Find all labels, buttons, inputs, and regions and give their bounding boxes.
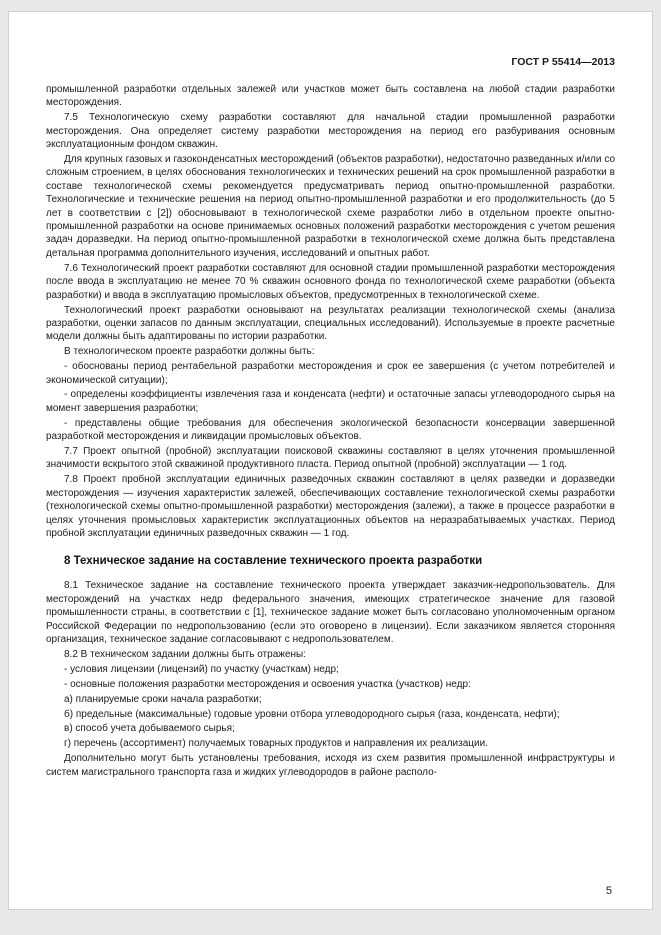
section-heading: 8 Техническое задание на составление технического проекта разработки — [64, 555, 483, 568]
paragraph: В технологическом проекте разработки должны быть: — [64, 346, 315, 358]
paragraph: - основные положения разработки месторождения и освоения участка (участков) недр: — [64, 678, 471, 690]
paragraph: Технологический проект разработки основывают на результатах реализации технологической схемы (анализа разработки, оценки запасов по данным эксплуатации, специальных исследований). Используемые в проекте расчетные модели должны быть адаптированы по истории разработки. — [46, 304, 615, 343]
paragraph: а) планируемые сроки начала разработки; — [64, 693, 262, 705]
paragraph: Дополнительно могут быть установлены требования, исходя из схем развития промышленной инфраструктуры и систем магистрального транспорта газа и жидких углеводородов в районе располо- — [46, 753, 615, 778]
doc-number: ГОСТ Р 55414—2013 — [511, 56, 615, 68]
paragraph: в) способ учета добываемого сырья; — [64, 723, 235, 735]
paragraph: промышленной разработки отдельных залежей или участков может быть составлена на любой стадии разработки месторождения. — [46, 84, 615, 109]
document-page — [8, 11, 653, 910]
paragraph: 8.1 Техническое задание на составление технического проекта утверждает заказчик-недропользователь. Для месторождений на участках недр федерального значения, имеющих стратегическое значение для газовой промышленности страны, в соответствии с [1], техническое задание может быть согласовано уполномоченным органом Российской Федерации по недропользованию (если это оговорено в лицензии). Если заказчиком является сторонняя организация, техническое задание согласовывают с недропользователем. — [46, 580, 615, 646]
paragraph: Для крупных газовых и газоконденсатных месторождений (объектов разработки), недостаточно разведанных и/или со сложным строением, в целях обоснования технологических и технических решений на срок промышленной разработки в составе технологической схемы рекомендуется предусматривать период опытно-промышленной разработки. Технологические и технические решения на период опытно-промышленной разработки и его продолжительность (до 5 лет в соответствии с [2]) обосновывают в технологической схеме разработки либо в отдельном проекте опытно-промышленной разработки на основе принимаемых основных положений разработки месторождения с учетом решения задач доразведки. На период опытно-промышленной разработки в технологической схеме должна быть представлена детальная программа дополнительного изучения, исследований и опытных работ. — [46, 154, 615, 259]
paragraph: - обоснованы период рентабельной разработки месторождения и срок ее завершения (с учетом потребителей и экономической ситуации); — [46, 361, 615, 386]
paragraph: 7.7 Проект опытной (пробной) эксплуатации поисковой скважины составляют в целях уточнения промышленной значимости вскрытого этой скважиной продуктивного пласта. Период опытной (пробной) эксплуатации — 1 год. — [46, 446, 615, 471]
paragraph: - условия лицензии (лицензий) по участку (участкам) недр; — [64, 663, 339, 675]
paragraph: - определены коэффициенты извлечения газа и конденсата (нефти) и остаточные запасы углеводородного сырья на момент завершения разработки; — [46, 389, 615, 414]
paragraph: 7.8 Проект пробной эксплуатации единичных разведочных скважин составляют в целях разведки и доразведки месторождения — изучения характеристик залежей, обеспечивающих составление технологической схемы разработки (технологической схемы опытно-промышленной разработки) месторождения (залежи), а также в процессе разработки в целях уточнения промысловых характеристик эксплуатационных объектов на неразрабатываемых участках. Период пробной эксплуатации единичных разведочных скважин — 1 год. — [46, 474, 615, 539]
paragraph: 7.5 Технологическую схему разработки составляют для начальной стадии промышленной разработки месторождения. Она определяет систему разработки месторождения на период его разбуривания основным эксплуатационным фондом скважин. — [46, 112, 615, 151]
document-body — [46, 83, 615, 779]
page-number: 5 — [605, 885, 612, 897]
paragraph: 8.2 В техническом задании должны быть отражены: — [64, 648, 306, 660]
paragraph: 7.6 Технологический проект разработки составляют для основной стадии промышленной разработки месторождения после ввода в эксплуатацию не менее 70 % скважин основного фонда по технологической схеме разработки (объекта разработки) и ввода в эксплуатацию промысловых объектов, предусмотренных в технологической схеме. — [46, 262, 615, 301]
paragraph: - представлены общие требования для обеспечения экологической безопасности консервации завершенной разработкой месторождения и ликвидации промысловых объектов. — [46, 417, 615, 443]
paragraph: г) перечень (ассортимент) получаемых товарных продуктов и направления их реализации. — [64, 738, 488, 750]
paragraph: б) предельные (максимальные) годовые уровни отбора углеводородного сырья (газа, конденсата, нефти); — [64, 708, 560, 720]
